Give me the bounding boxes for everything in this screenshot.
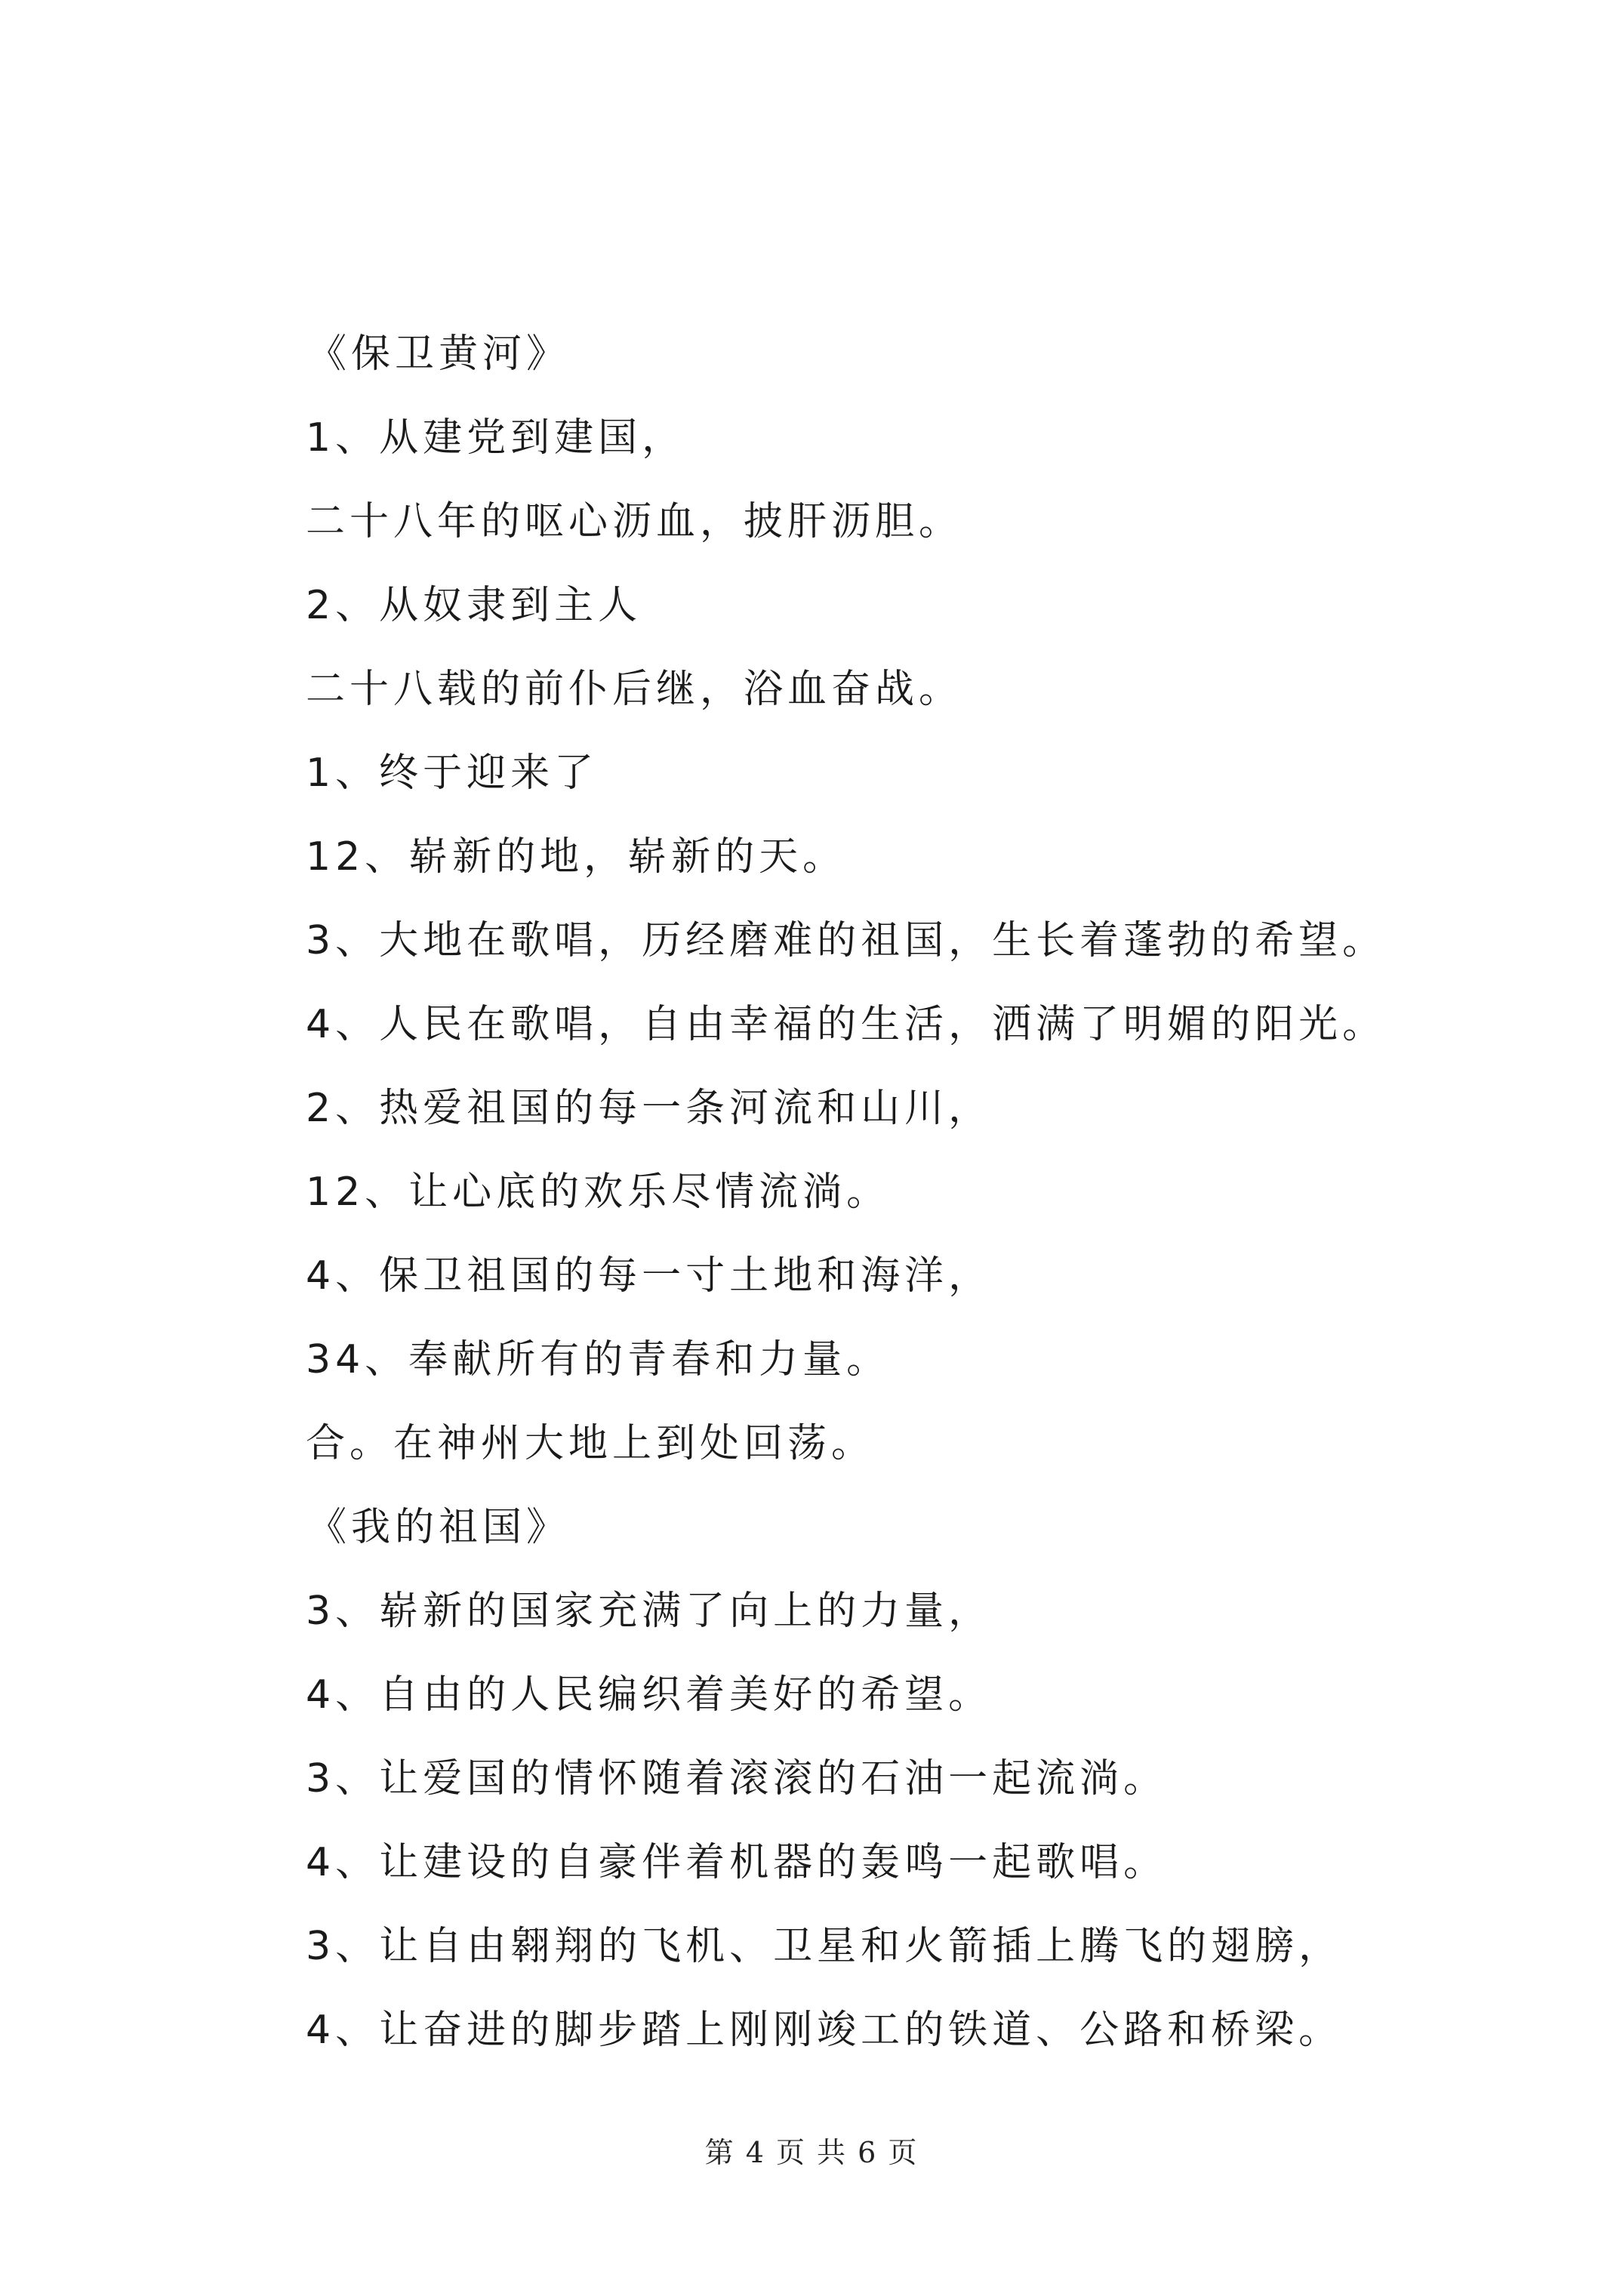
text-line: 34、奉献所有的青春和力量。 xyxy=(306,1337,891,1382)
text-line: 4、让奋进的脚步踏上刚刚竣工的铁道、公路和桥梁。 xyxy=(306,2008,1343,2053)
text-line: 12、让心底的欢乐尽情流淌。 xyxy=(306,1170,891,1215)
section-heading: 《我的祖国》 xyxy=(307,1505,571,1550)
text-line: 2、从奴隶到主人 xyxy=(306,583,642,628)
text-line: 4、自由的人民编织着美好的希望。 xyxy=(306,1672,993,1718)
text-line: 12、崭新的地，崭新的天。 xyxy=(306,834,847,880)
text-line: 4、让建设的自豪伴着机器的轰鸣一起歌唱。 xyxy=(306,1840,1168,1885)
text-line: 3、崭新的国家充满了向上的力量， xyxy=(306,1589,993,1634)
text-line: 4、保卫祖国的每一寸土地和海洋， xyxy=(306,1253,993,1299)
text-line: 3、大地在歌唱，历经磨难的祖国，生长着蓬勃的希望。 xyxy=(306,918,1387,963)
section-heading: 《保卫黄河》 xyxy=(307,331,571,377)
text-line: 4、人民在歌唱，自由幸福的生活，洒满了明媚的阳光。 xyxy=(306,1002,1387,1047)
text-line: 1、从建党到建国， xyxy=(306,415,686,461)
text-line: 2、热爱祖国的每一条河流和山川， xyxy=(306,1086,993,1131)
page-footer: 第 4 页 共 6 页 xyxy=(704,2136,919,2169)
document-body xyxy=(306,308,1483,2068)
text-line: 3、让自由翱翔的飞机、卫星和火箭插上腾飞的翅膀， xyxy=(306,1924,1343,1969)
text-line: 合。在神州大地上到处回荡。 xyxy=(306,1421,876,1466)
text-line: 1、终于迎来了 xyxy=(306,750,599,796)
text-line: 二十八载的前仆后继，浴血奋战。 xyxy=(306,667,963,712)
text-line: 二十八年的呕心沥血，披肝沥胆。 xyxy=(306,499,963,544)
text-line: 3、让爱国的情怀随着滚滚的石油一起流淌。 xyxy=(306,1756,1168,1801)
